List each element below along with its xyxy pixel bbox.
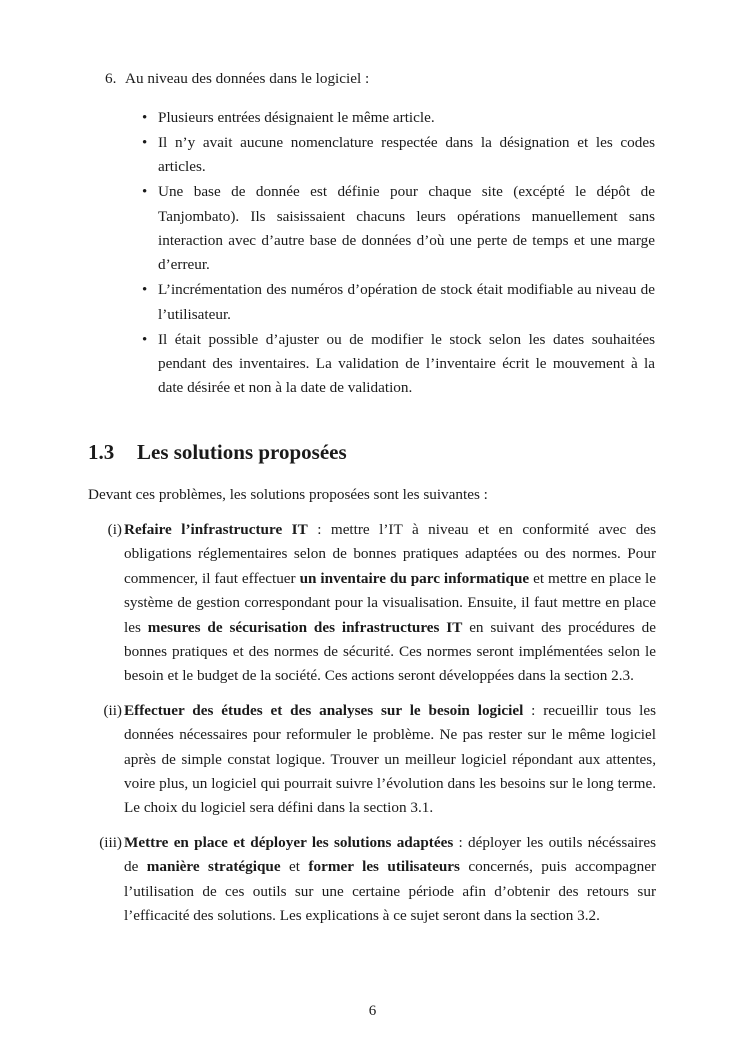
- bullet-item: • Une base de donnée est définie pour chaque site (excépté le dépôt de Tanjombato). Ils saisissaient chacuns leurs opérations manuellement sans interaction avec d’autre base de données d’où une perte de temps et une marge d’erreur.: [140, 180, 655, 278]
- solution-label: (iii): [99, 833, 122, 851]
- list-item-number: 6.: [105, 70, 117, 87]
- solution-item: [88, 831, 656, 929]
- solution-item: [88, 518, 656, 689]
- solutions-list: [88, 518, 656, 929]
- text-run: : recueillir tous les données nécessaires pour reformuler le problème. Ne pas rester sur le même logiciel après de simple constat logique. Trouver un meilleur logiciel répondant aux attentes, voire plus, un logiciel qui pourrait suivre l’évolution dans les besoins sur le long terme. Le choix du logiciel sera défini dans la section 3.1.: [124, 701, 656, 817]
- bullet-item: • Il était possible d’ajuster ou de modifier le stock selon les dates souhaitées pendant des inventaires. La validation de l’inventaire écrit le mouvement à la date désirée et non à la date de validation.: [140, 328, 655, 401]
- section-heading: [88, 437, 347, 467]
- solution-text: [124, 702, 656, 817]
- text-run: en suivant des procédures de bonnes pratiques et des normes de sécurité. Ces normes seront implémentées selon le besoin et le budget de la société. Ces actions seront développées dans la section 2.3.: [124, 618, 656, 685]
- bold-phrase: manière stratégique: [146, 858, 281, 876]
- bullet-item: • Plusieurs entrées désignaient le même article.: [140, 106, 655, 130]
- list-item-text: Au niveau des données dans le logiciel :: [125, 70, 370, 87]
- section-title: Les solutions proposées: [137, 440, 347, 464]
- page-number: 6: [368, 1003, 377, 1019]
- solution-text: [124, 521, 656, 684]
- bold-phrase: Effectuer des études et des analyses sur le besoin logiciel: [124, 701, 524, 719]
- text-run: et mettre en place le système de gestion correspondant pour la visualisation. Ensuite, il faut mettre en place les: [124, 569, 656, 636]
- list-item-6: [105, 68, 369, 90]
- bold-phrase: un inventaire du parc informatique: [299, 569, 530, 587]
- text-run: : mettre l’IT à niveau et en conformité avec des obligations réglementaires selon de bonnes pratiques adaptées ou des normes. Pour commencer, il faut effectuer: [124, 521, 656, 587]
- bold-phrase: Refaire l’infrastructure IT: [124, 521, 308, 538]
- text-run: et: [280, 858, 309, 876]
- bold-phrase: Mettre en place et déployer les solutions adaptées: [124, 833, 454, 851]
- section-number: 1.3: [88, 440, 115, 464]
- section-intro: Devant ces problèmes, les solutions proposées sont les suivantes :: [88, 486, 488, 503]
- bold-phrase: former les utilisateurs: [308, 858, 460, 876]
- solution-text: [124, 834, 656, 924]
- bullet-item: • Il n’y avait aucune nomenclature respectée dans la désignation et les codes articles.: [140, 131, 655, 180]
- text-run: : déployer les outils nécéssaires de: [124, 833, 656, 876]
- bold-phrase: mesures de sécurisation des infrastructures IT: [147, 618, 463, 636]
- bullet-item: • L’incrémentation des numéros d’opération de stock était modifiable au niveau de l’utilisateur.: [140, 278, 655, 327]
- solution-label: (ii): [103, 701, 122, 719]
- text-run: concernés, puis accompagner l’utilisation de ces outils sur une certaine période afin d’obtenir des retours sur l’efficacité des solutions. Les explications à ce sujet seront dans la section 3.2.: [124, 858, 656, 925]
- solution-label: (i): [107, 521, 122, 538]
- bullet-list: [140, 106, 655, 401]
- solution-item: [88, 699, 656, 821]
